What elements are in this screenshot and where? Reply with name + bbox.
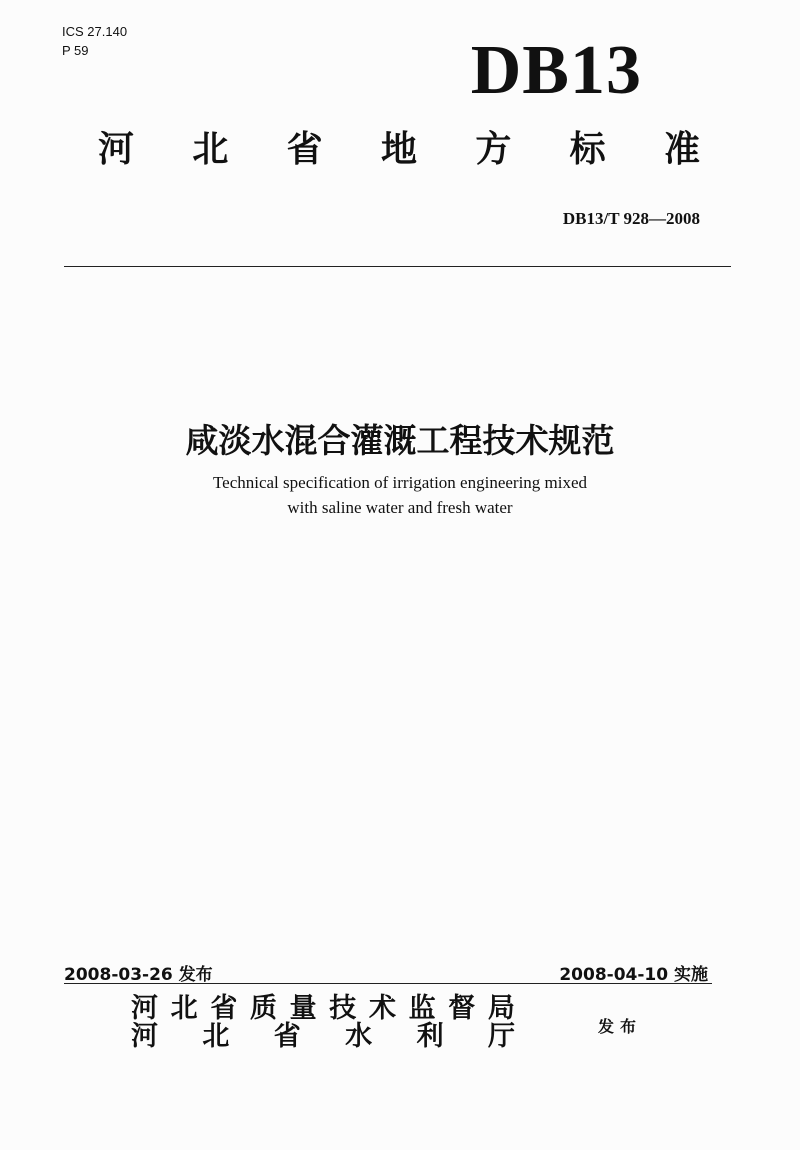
publisher-char: 河: [131, 1021, 158, 1052]
document-title-english: [0, 470, 800, 520]
publisher-quality-bureau: [131, 995, 515, 1022]
classification-codes: [62, 22, 127, 60]
publisher-char: 局: [487, 993, 515, 1024]
standard-number: DB13/T 928—2008: [562, 209, 700, 228]
publish-label: 发布: [598, 1017, 643, 1036]
standard-type-char: 准: [663, 129, 700, 170]
issue-date: 2008-03-26 发布: [64, 965, 213, 985]
standard-type: [98, 129, 700, 170]
publisher-char: 省: [273, 1021, 301, 1052]
ics-code: ICS 27.140: [62, 24, 128, 39]
title-english-line: Technical specification of irrigation engineering mixed: [212, 473, 588, 492]
standard-type-char: 标: [569, 129, 606, 170]
publisher-char: 术: [368, 993, 396, 1024]
publisher-char: 技: [329, 993, 357, 1024]
publisher-water-department: [131, 1023, 515, 1050]
publisher-char: 北: [170, 993, 198, 1024]
implementation-date: 2008-04-10 实施: [559, 965, 708, 985]
footer-divider: [64, 983, 712, 984]
standard-type-char: 北: [192, 129, 229, 170]
publisher-char: 监: [408, 993, 436, 1024]
header-divider: [64, 266, 731, 267]
publisher-char: 水: [345, 1021, 373, 1052]
ccs-code: P 59: [62, 43, 89, 58]
publisher-char: 省: [210, 993, 238, 1024]
publisher-char: 质: [249, 993, 277, 1024]
publisher-char: 北: [202, 1021, 230, 1052]
publisher-char: 督: [448, 993, 476, 1024]
document-title-chinese: 咸淡水混合灌溉工程技术规范: [185, 421, 615, 460]
publisher-char: 河: [131, 993, 158, 1024]
publisher-char: 量: [289, 993, 317, 1024]
standard-code-large: DB13: [470, 32, 642, 109]
standard-type-char: 省: [286, 129, 323, 170]
standard-type-char: 方: [475, 129, 512, 170]
standard-type-char: 地: [380, 129, 417, 170]
title-english-line: with saline water and fresh water: [287, 498, 513, 517]
standard-type-char: 河: [98, 129, 135, 170]
publisher-char: 厅: [487, 1021, 515, 1052]
publisher-char: 利: [416, 1021, 444, 1052]
